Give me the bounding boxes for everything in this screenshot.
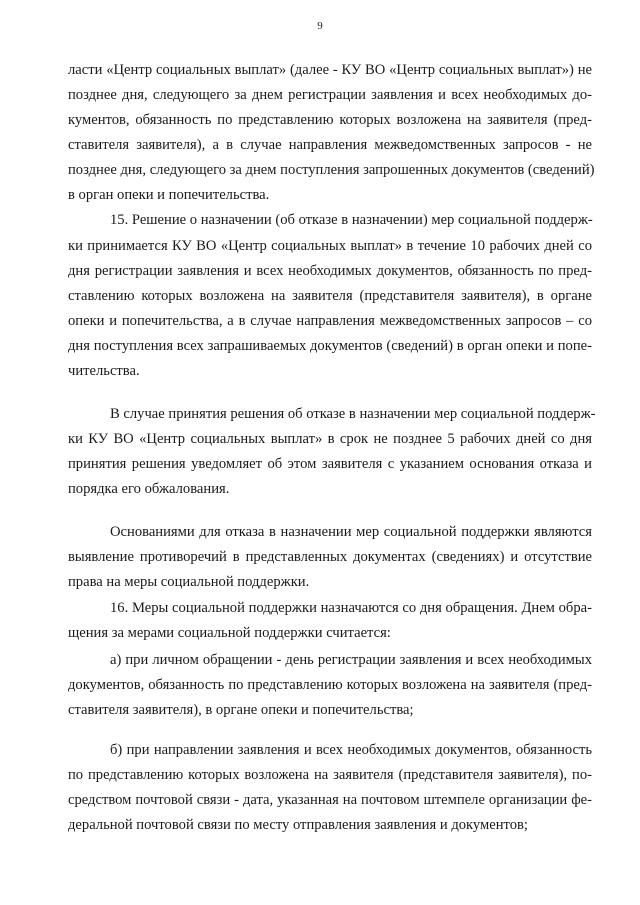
text-line: ки принимается КУ ВО «Центр социальных выплат» в течение 10 рабочих дней со bbox=[68, 238, 592, 254]
text-line: по представлению которых возложена на заявителя (представителя заявителя), по- bbox=[68, 767, 592, 783]
text-line: щения за мерами социальной поддержки считается: bbox=[68, 625, 391, 641]
text-line: ласти «Центр социальных выплат» (далее - КУ ВО «Центр социальных выплат») не bbox=[68, 62, 592, 78]
text-line: дня регистрации заявления и всех необходимых документов, обязанность по пред- bbox=[68, 263, 592, 279]
text-line: порядка его обжалования. bbox=[68, 481, 230, 497]
text-line: позднее дня, следующего за днем регистрации заявления и всех необходимых до- bbox=[68, 87, 592, 103]
text-line: б) при направлении заявления и всех необходимых документов, обязанность bbox=[110, 742, 592, 758]
text-line: чительства. bbox=[68, 363, 140, 379]
text-line: ки КУ ВО «Центр социальных выплат» в срок не позднее 5 рабочих дней со дня bbox=[68, 431, 592, 447]
text-line: 15. Решение о назначении (об отказе в назначении) мер социальной поддерж- bbox=[110, 212, 593, 228]
text-line: позднее дня, следующего за днем поступления запрошенных документов (сведений) bbox=[68, 162, 595, 178]
text-line: ставителя заявителя), а в случае направления межведомственных запросов - не bbox=[68, 137, 592, 153]
text-line: принятия решения уведомляет об этом заявителя с указанием основания отказа и bbox=[68, 456, 592, 472]
text-line: Основаниями для отказа в назначении мер социальной поддержки являются bbox=[110, 524, 592, 540]
text-line: В случае принятия решения об отказе в назначении мер социальной поддерж- bbox=[110, 406, 596, 422]
text-line: выявление противоречий в представленных документах (сведениях) и отсутствие bbox=[68, 549, 592, 565]
text-line: документов, обязанность по представлению которых возложена на заявителя (пред- bbox=[68, 677, 592, 693]
text-line: кументов, обязанность по представлению которых возложена на заявителя (пред- bbox=[68, 112, 592, 128]
text-line: ставлению которых возложена на заявителя (представителя заявителя), в органе bbox=[68, 288, 592, 304]
text-line: а) при личном обращении - день регистрации заявления и всех необходимых bbox=[110, 652, 592, 668]
text-line: опеки и попечительства, а в случае направления межведомственных запросов – со bbox=[68, 313, 592, 329]
text-line: ставителя заявителя), в органе опеки и попечительства; bbox=[68, 702, 414, 718]
text-line: права на меры социальной поддержки. bbox=[68, 574, 310, 590]
page-number: 9 bbox=[317, 20, 323, 32]
text-line: дня поступления всех запрашиваемых документов (сведений) в орган опеки и попе- bbox=[68, 338, 592, 354]
text-line: деральной почтовой связи по месту отправления заявления и документов; bbox=[68, 817, 528, 833]
text-line: 16. Меры социальной поддержки назначаются со дня обращения. Днем обра- bbox=[110, 600, 592, 616]
text-line: средством почтовой связи - дата, указанная на почтовом штемпеле организации фе- bbox=[68, 792, 592, 808]
text-line: в орган опеки и попечительства. bbox=[68, 187, 270, 203]
